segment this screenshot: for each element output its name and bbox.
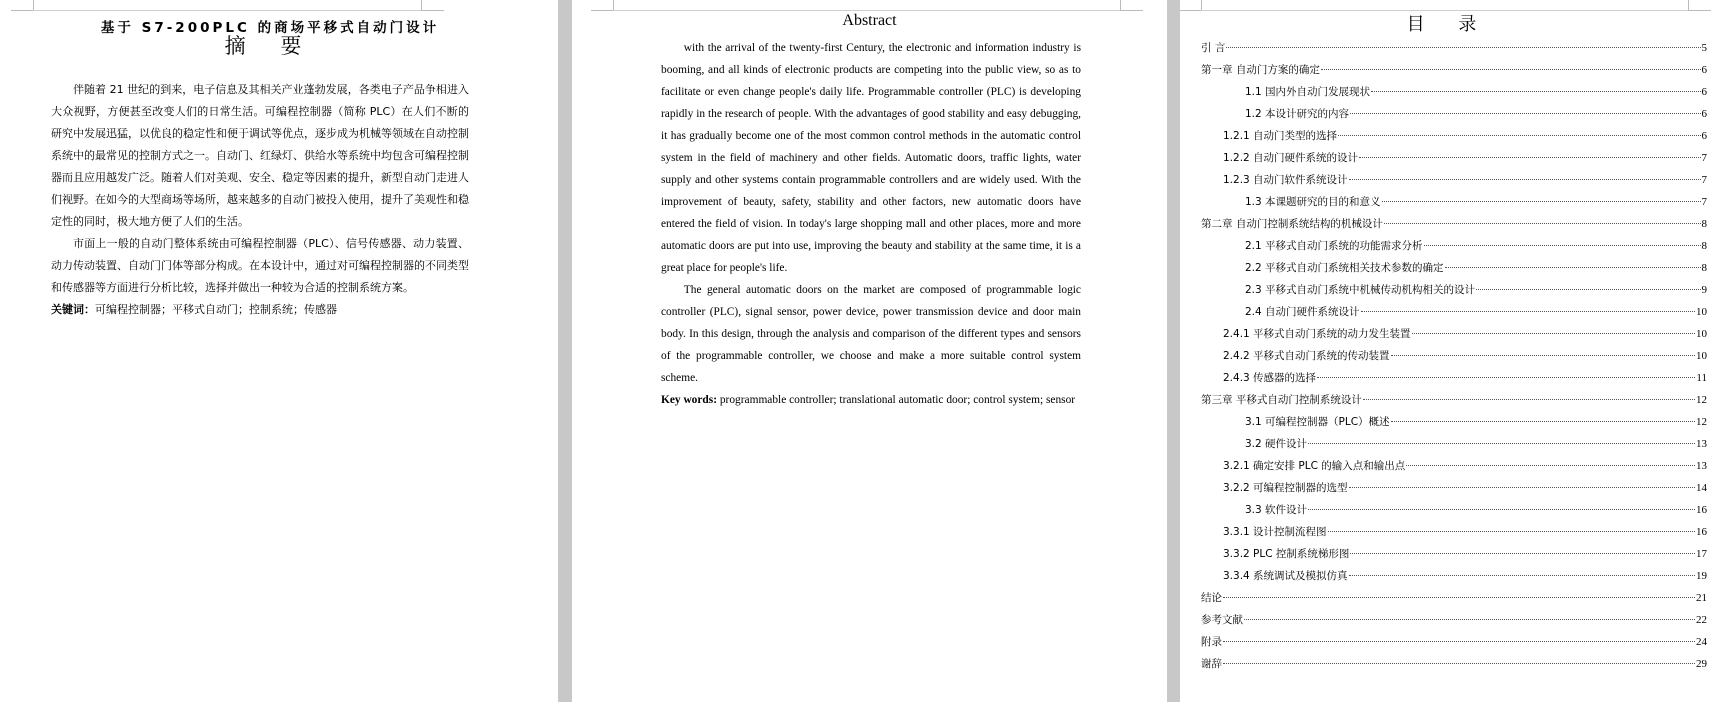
toc-entry[interactable]: [1180, 609, 1717, 631]
toc-entry[interactable]: [1180, 213, 1717, 235]
toc-entry-page: 14: [1696, 482, 1707, 494]
toc-entry-label: 3.3.2 PLC 控制系统梯形图: [1223, 548, 1350, 560]
abstract-paragraph: The general automatic doors on the market are composed of programmable logic controller (PLC), signal sensor, power device, power transmission device and door main body. In this design, through the analysis and comparison of the different types and sensors of the programmable controller, we choose and make a more suitable control system scheme.: [661, 284, 1081, 384]
toc-entry[interactable]: [1180, 257, 1717, 279]
toc-entry[interactable]: [1180, 499, 1717, 521]
keywords-label: Key words:: [661, 394, 717, 406]
toc-entry-page: 29: [1696, 658, 1707, 670]
toc-dot-leader: [1384, 223, 1701, 224]
toc-entry-page: 16: [1696, 526, 1707, 538]
toc-entry-page: 22: [1696, 614, 1707, 626]
toc-dot-leader: [1349, 575, 1695, 576]
toc-entry-label: 3.2.1 确定安排 PLC 的输入点和输出点: [1223, 460, 1406, 472]
page-gap: [558, 0, 572, 702]
toc-entry-page: 8: [1701, 240, 1707, 252]
toc-entry-page: 6: [1701, 86, 1707, 98]
toc-entry[interactable]: [1180, 345, 1717, 367]
toc-entry-page: 21: [1696, 592, 1707, 604]
toc-dot-leader: [1308, 509, 1695, 510]
toc-entry-label: 2.4.3 传感器的选择: [1223, 372, 1317, 384]
toc-dot-leader: [1328, 531, 1695, 532]
toc-entry[interactable]: [1180, 433, 1717, 455]
toc-entry-page: 7: [1701, 196, 1707, 208]
toc-dot-leader: [1391, 355, 1695, 356]
toc-dot-leader: [1406, 465, 1695, 466]
toc-entry[interactable]: [1180, 367, 1717, 389]
toc-dot-leader: [1350, 113, 1700, 114]
margin-corner-mark: [1120, 0, 1143, 11]
toc-dot-leader: [1391, 421, 1695, 422]
toc-entry[interactable]: [1180, 543, 1717, 565]
toc-dot-leader: [1424, 245, 1701, 246]
toc-dot-leader: [1445, 267, 1701, 268]
toc-entry-label: 第三章 平移式自动门控制系统设计: [1201, 394, 1362, 406]
toc-entry[interactable]: [1180, 587, 1717, 609]
toc-dot-leader: [1223, 641, 1695, 642]
toc-entry-page: 10: [1696, 328, 1707, 340]
header-line: [613, 10, 1120, 11]
toc-entry[interactable]: [1180, 59, 1717, 81]
toc-entry-page: 19: [1696, 570, 1707, 582]
toc-entry[interactable]: [1180, 389, 1717, 411]
toc-dot-leader: [1244, 619, 1695, 620]
abstract-paragraph: 伴随着 21 世纪的到来，电子信息及其相关产业蓬勃发展，各类电子产品争相进入大众视野，方便甚至改变人们的日常生活。可编程控制器（简称 PLC）在人们不断的研究中发展迅猛，以优良的稳定性和便于调试等优点，逐步成为机械等领域在自动控制系统中的最常见的控制方式之一。自动门、红绿灯、供给水等系统中均包含可编程控制器而且应用越发广泛。随着人们对美观、安全、稳定等因素的提升，新型自动门走进人们视野。在如今的大型商场等场所，越来越多的自动门被投入使用，提升了美观性和稳定性的同时，极大地方便了人们的生活。: [51, 83, 469, 228]
toc-entry-label: 第一章 自动门方案的确定: [1201, 64, 1320, 76]
toc-dot-leader: [1223, 663, 1695, 664]
toc-entry[interactable]: [1180, 521, 1717, 543]
toc-entry[interactable]: [1180, 279, 1717, 301]
toc-entry-page: 7: [1701, 174, 1707, 186]
toc-entry[interactable]: [1180, 169, 1717, 191]
toc-entry[interactable]: [1180, 323, 1717, 345]
toc-entry-page: 17: [1696, 548, 1707, 560]
toc-entry-label: 参考文献: [1201, 614, 1243, 626]
toc-entry-label: 1.2.3 自动门软件系统设计: [1223, 174, 1348, 186]
toc-entry-label: 2.4 自动门硬件系统设计: [1245, 306, 1360, 318]
toc-entry[interactable]: [1180, 411, 1717, 433]
toc-entry[interactable]: [1180, 125, 1717, 147]
toc-dot-leader: [1412, 333, 1695, 334]
toc-entry-page: 7: [1701, 152, 1707, 164]
toc-entry[interactable]: [1180, 103, 1717, 125]
toc-entry-label: 附录: [1201, 636, 1222, 648]
header-line: [33, 10, 421, 11]
toc-entry[interactable]: [1180, 653, 1717, 675]
abstract-body: [51, 79, 469, 321]
toc-entry[interactable]: [1180, 81, 1717, 103]
toc-entry[interactable]: [1180, 477, 1717, 499]
toc-dot-leader: [1349, 487, 1695, 488]
keywords-text: 可编程控制器；平移式自动门；控制系统；传感器: [95, 303, 337, 316]
toc-entry[interactable]: [1180, 147, 1717, 169]
toc-entry-page: 6: [1701, 130, 1707, 142]
toc-entry-label: 1.1 国内外自动门发展现状: [1245, 86, 1371, 98]
toc-entry-page: 12: [1696, 394, 1707, 406]
toc-dot-leader: [1226, 47, 1700, 48]
toc-entry-page: 6: [1701, 64, 1707, 76]
toc-entry-label: 3.3.1 设计控制流程图: [1223, 526, 1327, 538]
toc-entry-label: 3.1 可编程控制器（PLC）概述: [1245, 416, 1390, 428]
toc-entry-page: 6: [1701, 108, 1707, 120]
toc-entry[interactable]: [1180, 631, 1717, 653]
page-chinese-abstract: [0, 0, 558, 702]
toc-dot-leader: [1338, 135, 1700, 136]
abstract-heading: Abstract: [842, 12, 897, 29]
toc-entry-page: 8: [1701, 262, 1707, 274]
toc-entry-label: 2.3 平移式自动门系统中机械传动机构相关的设计: [1245, 284, 1476, 296]
page-table-of-contents: [1180, 0, 1717, 702]
toc-dot-leader: [1371, 91, 1700, 92]
toc-entry-label: 1.2.2 自动门硬件系统的设计: [1223, 152, 1359, 164]
keywords-line: [661, 389, 1081, 411]
toc-entry[interactable]: [1180, 565, 1717, 587]
margin-corner-mark: [11, 0, 34, 11]
abstract-heading: 摘 要: [224, 34, 316, 58]
margin-corner-mark: [421, 0, 444, 11]
toc-entry-page: 24: [1696, 636, 1707, 648]
toc-list: [1180, 37, 1717, 675]
toc-dot-leader: [1321, 69, 1701, 70]
margin-corner-mark: [591, 0, 614, 11]
abstract-paragraph: 市面上一般的自动门整体系统由可编程控制器（PLC）、信号传感器、动力装置、动力传动装置、自动门门体等部分构成。在本设计中，通过对可编程控制器的不同类型和传感器等方面进行分析比较，选择并做出一种较为合适的控制系统方案。: [51, 237, 469, 294]
toc-entry-page: 13: [1696, 438, 1707, 450]
toc-entry[interactable]: [1180, 37, 1717, 59]
toc-entry-label: 3.2 硬件设计: [1245, 438, 1308, 450]
keywords-label: 关键词：: [51, 303, 95, 316]
toc-entry-page: 10: [1696, 350, 1707, 362]
toc-entry-label: 引 言: [1201, 42, 1226, 54]
toc-dot-leader: [1349, 179, 1701, 180]
thesis-title: 基于 S7-200PLC 的商场平移式自动门设计: [100, 20, 440, 36]
toc-entry-label: 3.3 软件设计: [1245, 504, 1308, 516]
toc-dot-leader: [1350, 553, 1695, 554]
toc-entry-label: 1.3 本课题研究的目的和意义: [1245, 196, 1381, 208]
toc-entry-page: 8: [1701, 218, 1707, 230]
toc-entry-label: 1.2 本设计研究的内容: [1245, 108, 1350, 120]
toc-entry[interactable]: [1180, 235, 1717, 257]
page-gap: [1167, 0, 1180, 702]
toc-dot-leader: [1308, 443, 1695, 444]
toc-heading: 目 录: [1406, 14, 1491, 35]
toc-entry-page: 9: [1701, 284, 1707, 296]
abstract-body: [661, 37, 1081, 411]
toc-entry-label: 3.2.2 可编程控制器的选型: [1223, 482, 1348, 494]
keywords-line: [51, 299, 469, 321]
keywords-text: programmable controller; translational automatic door; control system; sensor: [719, 394, 1076, 406]
toc-dot-leader: [1382, 201, 1701, 202]
toc-entry-label: 2.2 平移式自动门系统相关技术参数的确定: [1245, 262, 1444, 274]
toc-entry-page: 12: [1696, 416, 1707, 428]
toc-entry-page: 11: [1696, 372, 1707, 384]
toc-dot-leader: [1317, 377, 1695, 378]
toc-entry-page: 16: [1696, 504, 1707, 516]
abstract-paragraph: with the arrival of the twenty-first Century, the electronic and information industry is booming, and all kinds of electronic products are competing into the public view, so as to facilitate or even change people's daily life. Programmable controller (PLC) is developing rapidly in the research of people. With the advantages of good stability and easy debugging, it has gradually become one of the most common control methods in the automatic control system in the field of machinery and other fields. Automatic doors, traffic lights, water supply and other systems contain programmable controllers and are widely used. With the improvement of beauty, safety, stability and other factors, new automatic doors have entered the field of vision. In today's large shopping mall and other places, more and more automatic doors are put into use, improving the beauty and stability at the same time, it is a great place for people's life.: [661, 42, 1081, 274]
toc-entry-label: 2.4.1 平移式自动门系统的动力发生装置: [1223, 328, 1411, 340]
toc-entry[interactable]: [1180, 455, 1717, 477]
toc-entry[interactable]: [1180, 301, 1717, 323]
toc-entry[interactable]: [1180, 191, 1717, 213]
toc-entry-page: 5: [1701, 42, 1707, 54]
toc-entry-page: 10: [1696, 306, 1707, 318]
toc-entry-label: 谢辞: [1201, 658, 1222, 670]
toc-dot-leader: [1476, 289, 1700, 290]
toc-entry-label: 2.4.2 平移式自动门系统的传动装置: [1223, 350, 1390, 362]
toc-entry-label: 2.1 平移式自动门系统的功能需求分析: [1245, 240, 1423, 252]
toc-entry-label: 第二章 自动门控制系统结构的机械设计: [1201, 218, 1383, 230]
page-english-abstract: [572, 0, 1167, 702]
toc-dot-leader: [1223, 597, 1695, 598]
toc-entry-label: 1.2.1 自动门类型的选择: [1223, 130, 1338, 142]
toc-dot-leader: [1359, 157, 1700, 158]
toc-entry-page: 13: [1696, 460, 1707, 472]
toc-dot-leader: [1363, 399, 1695, 400]
toc-entry-label: 结论: [1201, 592, 1222, 604]
toc-entry-label: 3.3.4 系统调试及模拟仿真: [1223, 570, 1348, 582]
toc-dot-leader: [1361, 311, 1695, 312]
